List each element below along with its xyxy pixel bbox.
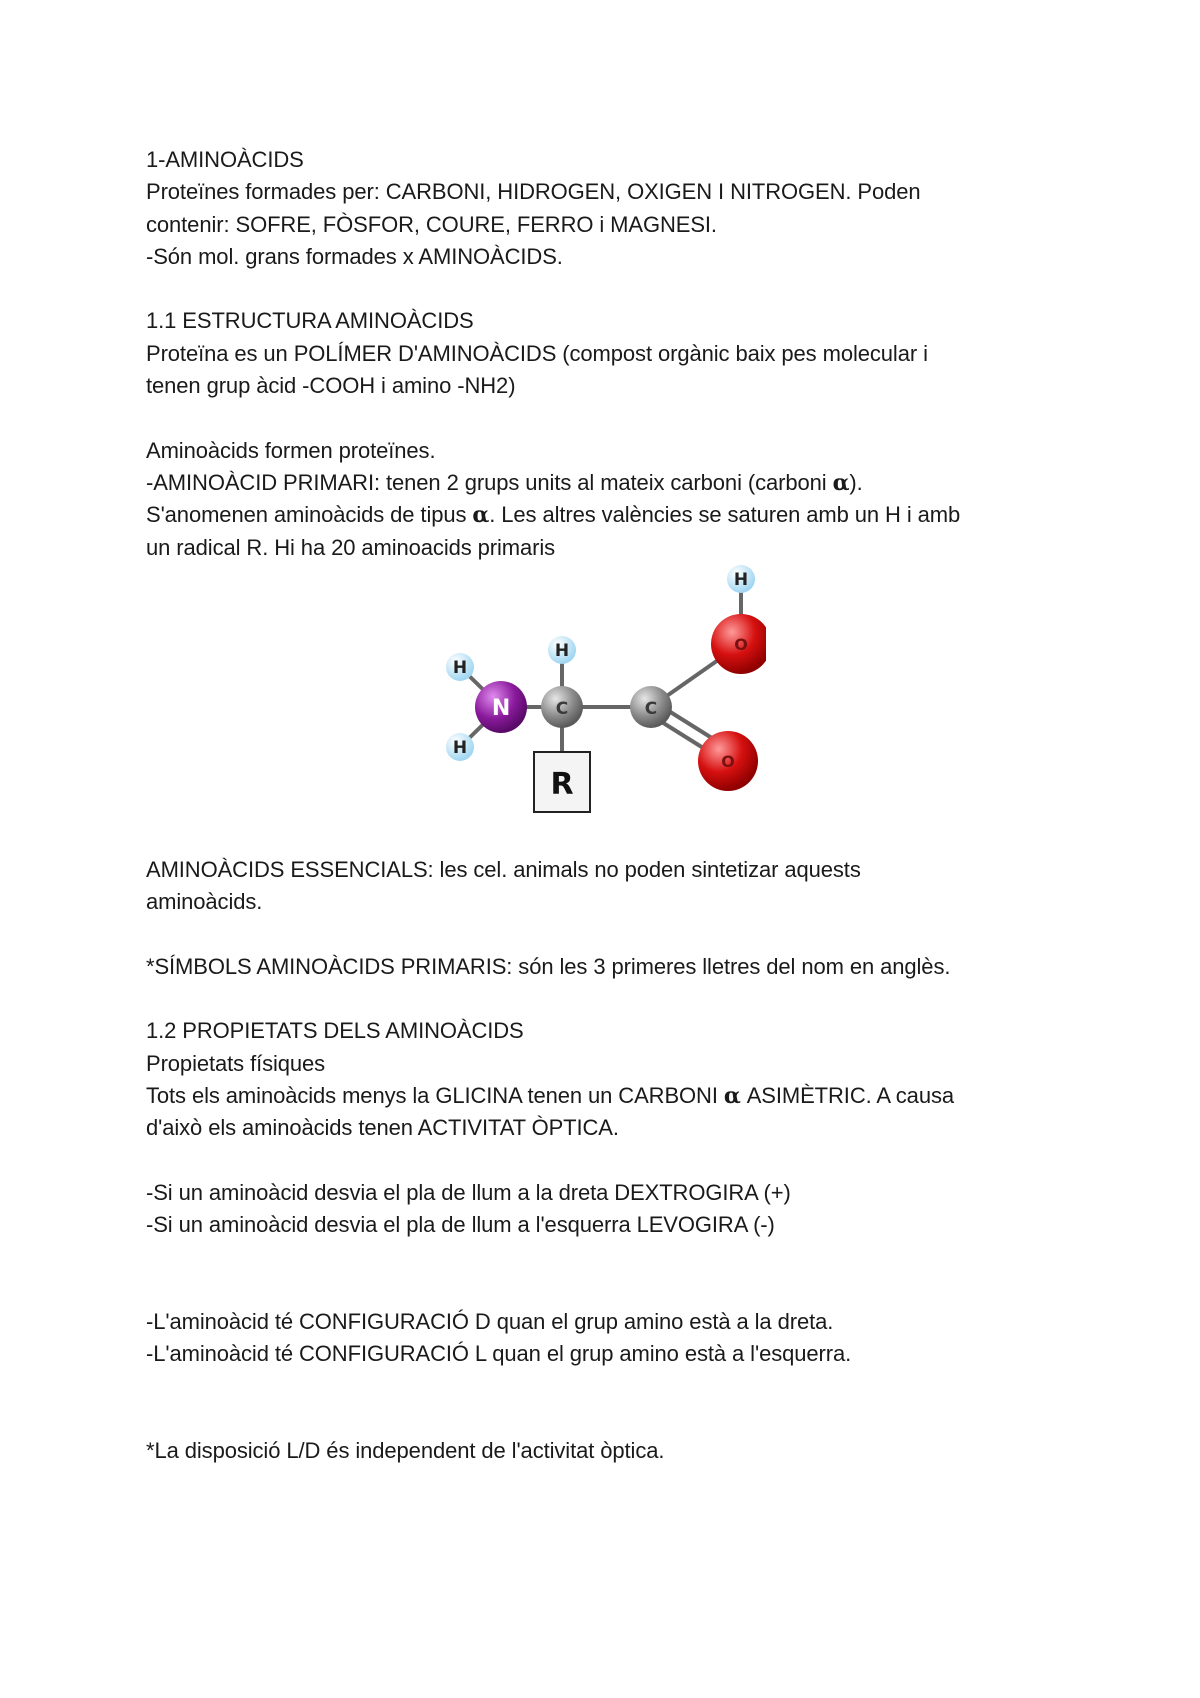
- document-heading: 1-AMINOÀCIDS: [146, 147, 304, 172]
- levogira-line: -Si un aminoàcid desvia el pla de llum a l'esquerra LEVOGIRA (-): [146, 1212, 775, 1238]
- config-d-line: -L'aminoàcid té CONFIGURACIÓ D quan el grup amino està a la dreta.: [146, 1309, 834, 1335]
- section-1-1-line: Proteïna es un POLÍMER D'AMINOÀCIDS (compost orgànic baix pes molecular i: [146, 340, 928, 366]
- r-group-box: [534, 752, 590, 812]
- atom-c-alpha: [541, 686, 583, 728]
- aminoacid-structure-figure: [146, 564, 1076, 854]
- intro-line: Proteïnes formades per: CARBONI, HIDROGEN, OXIGEN I NITROGEN. Poden: [146, 179, 921, 205]
- blank-line: [146, 273, 1076, 305]
- intro-line: -Són mol. grans formades x AMINOÀCIDS.: [146, 243, 563, 269]
- primari-text: -AMINOÀCID PRIMARI: tenen 2 grups units al mateix carboni (carboni: [146, 469, 833, 495]
- alpha-symbol: α: [472, 502, 490, 529]
- atom-h-center: [548, 636, 576, 664]
- atom-label: H: [733, 569, 749, 590]
- atom-label: O: [734, 634, 748, 654]
- blank-line: [146, 1145, 1076, 1177]
- atom-label: C: [644, 698, 658, 719]
- blank-line: [146, 1241, 1076, 1273]
- atom-h-left-top: [446, 653, 474, 681]
- primari-text-end: . Les altres valències se saturen amb un H i amb: [489, 502, 961, 528]
- carboni-text: Tots els aminoàcids menys la GLICINA tenen un CARBONI: [146, 1082, 724, 1108]
- dextrogira-line: -Si un aminoàcid desvia el pla de llum a la dreta DEXTROGIRA (+): [146, 1179, 791, 1205]
- alpha-symbol: α: [832, 469, 850, 496]
- atom-label: H: [452, 737, 468, 758]
- simbols-line: *SÍMBOLS AMINOÀCIDS PRIMARIS: són les 3 primeres lletres del nom en anglès.: [146, 953, 951, 979]
- bonds: [460, 579, 741, 761]
- section-1-2-subtitle: Propietats físiques: [146, 1050, 326, 1076]
- essencials-line: AMINOÀCIDS ESSENCIALS: les cel. animals no poden sintetizar aquests: [146, 856, 861, 882]
- blank-line: [146, 983, 1076, 1015]
- blank-line: [146, 1274, 1076, 1306]
- primari-text-end: ).: [849, 469, 863, 495]
- section-1-2-line-b: d'això els aminoàcids tenen ACTIVITAT ÒPTICA.: [146, 1115, 619, 1141]
- primari-text: S'anomenen aminoàcids de tipus: [146, 502, 473, 528]
- atom-o-top: [711, 614, 766, 674]
- atom-label: C: [555, 698, 569, 719]
- section-1-2-line-a: [146, 1080, 1076, 1112]
- blank-line: [146, 402, 1076, 434]
- atom-label: O: [721, 751, 735, 771]
- atom-label: H: [452, 657, 468, 678]
- alpha-symbol: α: [723, 1082, 741, 1109]
- atom-h-left-bottom: [446, 733, 474, 761]
- atom-label: N: [491, 695, 511, 721]
- atom-label: H: [554, 640, 570, 661]
- intro-line: contenir: SOFRE, FÒSFOR, COURE, FERRO i MAGNESI.: [146, 211, 717, 237]
- atom-n: [475, 681, 527, 733]
- document-page: [146, 144, 1076, 1468]
- blank-line: [146, 1403, 1076, 1435]
- atom-c-carboxyl: [630, 686, 672, 728]
- carboni-text-end: ASIMÈTRIC. A causa: [740, 1082, 954, 1108]
- blank-line: [146, 918, 1076, 950]
- blank-line: [146, 1371, 1076, 1403]
- disposicio-note: *La disposició L/D és independent de l'activitat òptica.: [146, 1438, 665, 1464]
- primari-line-b: [146, 499, 1076, 531]
- aminoacid-molecule-diagram: [386, 564, 766, 854]
- section-1-1-line: tenen grup àcid -COOH i amino -NH2): [146, 373, 516, 399]
- section-1-1-title: 1.1 ESTRUCTURA AMINOÀCIDS: [146, 308, 474, 334]
- atom-h-top: [727, 565, 755, 593]
- aminoacids-line: Aminoàcids formen proteïnes.: [146, 437, 436, 463]
- config-l-line: -L'aminoàcid té CONFIGURACIÓ L quan el grup amino està a l'esquerra.: [146, 1341, 852, 1367]
- atom-o-bottom: [698, 731, 758, 791]
- essencials-line: aminoàcids.: [146, 889, 263, 915]
- section-1-2-title: 1.2 PROPIETATS DELS AMINOÀCIDS: [146, 1018, 524, 1044]
- r-group-label: R: [550, 766, 574, 802]
- primari-line-a: [146, 467, 1076, 499]
- primari-line-c: un radical R. Hi ha 20 aminoacids primaris: [146, 534, 556, 560]
